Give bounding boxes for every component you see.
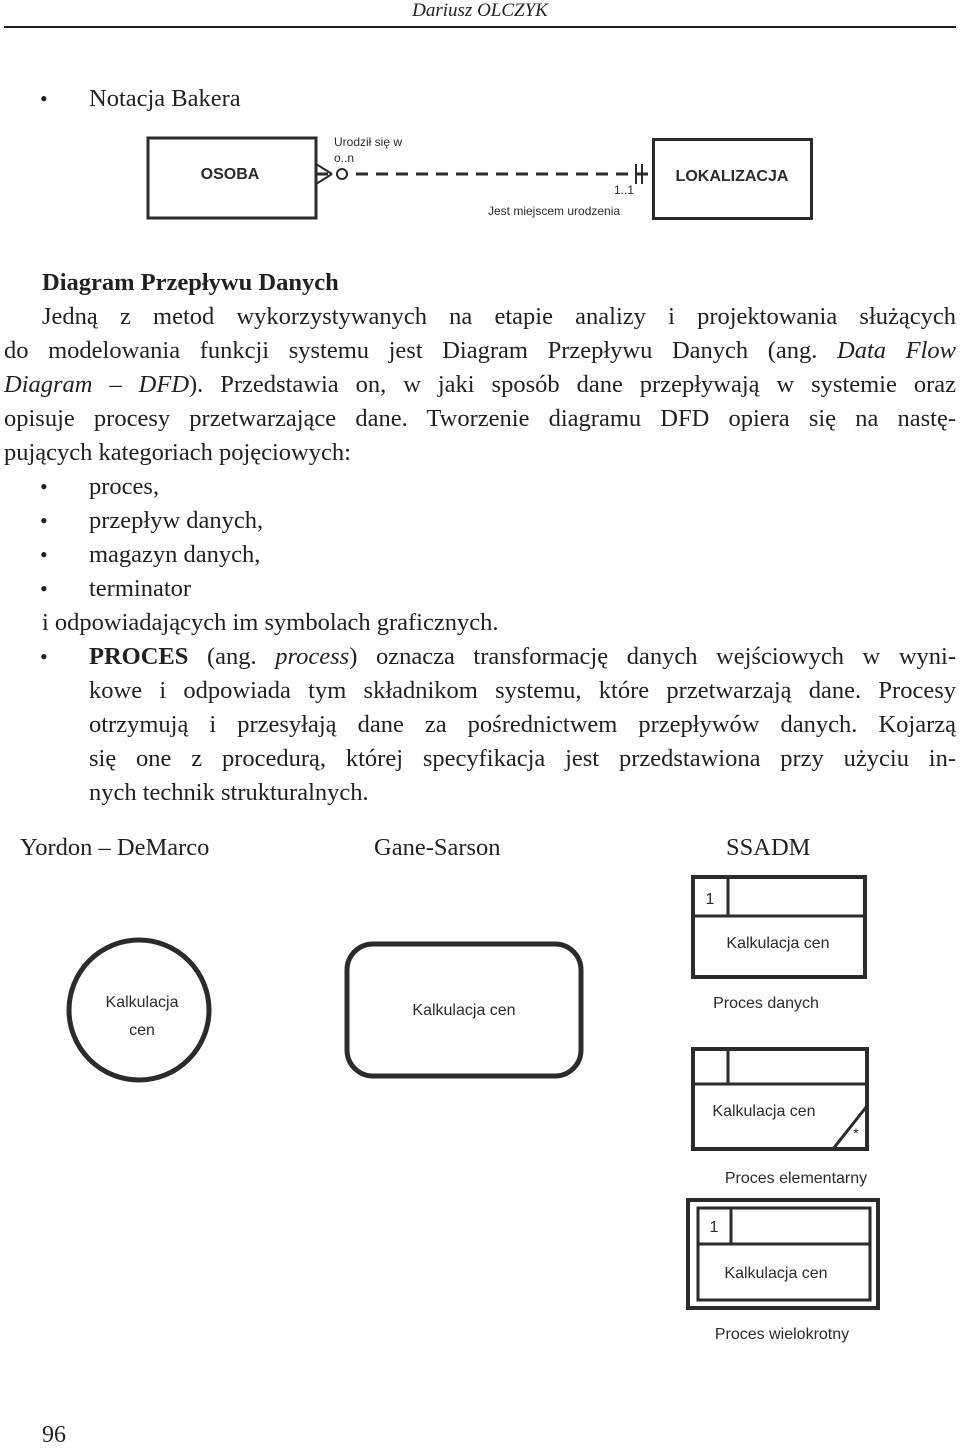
yourdon-process-symbol	[64, 935, 214, 1085]
notation-title-yourdon: Yordon – DeMarco	[20, 834, 210, 861]
asterisk-icon: *	[853, 1125, 859, 1141]
baker-bullet-text: Notacja Bakera	[89, 85, 241, 112]
ssadm-elementary-process	[690, 1044, 890, 1194]
process-box	[693, 1049, 867, 1149]
ssadm-multiple-process	[684, 1196, 884, 1352]
process-caption: Proces elementarny	[724, 1170, 868, 1187]
baker-relationship	[316, 128, 656, 228]
category-item: magazyn danych,	[89, 541, 261, 568]
process-label: Kalkulacja cen	[726, 935, 830, 952]
process-caption: Proces danych	[713, 995, 819, 1012]
proces-line: się one z procedurą, której specyfikacja jest przedstawiona przy użyciu in-	[89, 745, 956, 772]
bullet-icon: •	[40, 86, 48, 111]
process-box	[693, 877, 865, 977]
process-label: Kalkulacja cen	[712, 1103, 816, 1120]
closing-line: i odpowiadających im symbolach graficznych.	[42, 609, 499, 636]
ssadm-data-process	[690, 872, 870, 1022]
process-label-line1: Kalkulacja	[105, 994, 179, 1011]
inner-process-box	[698, 1208, 870, 1300]
lokalizacja-entity-label: LOKALIZACJA	[675, 168, 789, 185]
process-label: Kalkulacja cen	[724, 1265, 828, 1282]
lokalizacja-entity	[652, 138, 814, 220]
paragraph-line: opisuje procesy przetwarzające dane. Tworzenie diagramu DFD opiera się na nastę-	[4, 405, 956, 432]
bullet-icon: •	[40, 576, 48, 601]
paragraph-line: do modelowania funkcji systemu jest Diagram Przepływu Danych (ang. Data Flow	[4, 337, 956, 364]
proces-term: PROCES	[89, 643, 189, 670]
running-header-author: Dariusz OLCZYK	[412, 0, 548, 21]
proces-line: kowe i odpowiada tym składnikom systemu, które przetwarzają dane. Procesy	[89, 677, 956, 704]
process-caption: Proces wielokrotny	[714, 1326, 850, 1343]
process-label-line2: cen	[129, 1022, 155, 1039]
bullet-icon: •	[40, 542, 48, 567]
category-item: terminator	[89, 575, 192, 602]
top-relationship-label-2: o..n	[334, 151, 355, 165]
section-heading-dfd: Diagram Przepływu Danych	[42, 269, 339, 296]
top-relationship-label-1: Urodził się w	[334, 135, 403, 149]
bottom-cardinality-label: 1..1	[614, 183, 635, 197]
paragraph-line: Jedną z metod wykorzystywanych na etapie analizy i projektowania służących	[42, 303, 956, 330]
bullet-icon: •	[40, 508, 48, 533]
optional-circle-icon	[337, 169, 347, 179]
osoba-entity-label: OSOBA	[200, 166, 260, 183]
proces-line: otrzymują i przesyłają dane za pośrednictwem przepływów danych. Kojarzą	[89, 711, 956, 738]
category-item: przepływ danych,	[89, 507, 264, 534]
bullet-icon: •	[40, 474, 48, 499]
page-number: 96	[42, 1422, 66, 1448]
header-rule	[4, 26, 956, 28]
bottom-relationship-label: Jest miejscem urodzenia	[488, 204, 621, 218]
proces-line: PROCES (ang. process) oznacza transformację danych wejściowych w wyni-	[89, 643, 956, 670]
notation-title-gane-sarson: Gane-Sarson	[374, 834, 501, 861]
bullet-icon: •	[40, 644, 48, 669]
notation-title-ssadm: SSADM	[726, 834, 811, 861]
process-number: 1	[709, 1219, 719, 1236]
paragraph-line: Diagram – DFD). Przedstawia on, w jaki sposób dane przepływają w systemie oraz	[4, 371, 956, 398]
paragraph-line: pujących kategoriach pojęciowych:	[4, 439, 351, 466]
process-label: Kalkulacja cen	[412, 1002, 516, 1019]
proces-line: nych technik strukturalnych.	[89, 779, 369, 806]
category-item: proces,	[89, 473, 160, 500]
gane-sarson-process-symbol	[343, 940, 585, 1080]
process-number: 1	[705, 891, 715, 908]
